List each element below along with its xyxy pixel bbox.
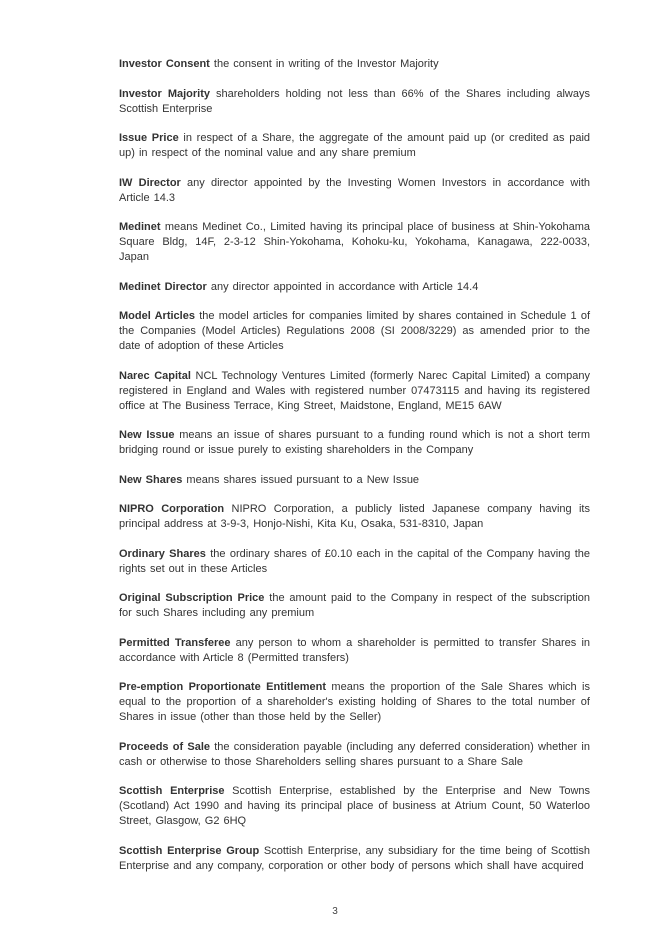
page-number: 3 (332, 906, 338, 917)
definition-paragraph (119, 502, 590, 532)
definition-paragraph (119, 428, 590, 458)
definition-text: the consent in writing of the Investor Majority (209, 58, 439, 70)
definition-paragraph (119, 680, 590, 725)
definition-term: IW Director (119, 176, 181, 189)
page-footer (0, 906, 670, 917)
definition-text: Scottish Enterprise, established by the Enterprise and New Towns (Scotland) Act 1990 and having its principal place of business at Atrium Count, 50 Waterloo Street, Glasgow, G2 6HQ (119, 785, 591, 827)
definition-text: any person to whom a shareholder is permitted to transfer Shares in accordance with Article 8 (Permitted transfers) (119, 636, 591, 664)
definition-text: means an issue of shares pursuant to a funding round which is not a short term bridging round or issue purely to existing shareholders in the Company (119, 429, 590, 456)
definition-paragraph (119, 280, 590, 295)
definition-term: New Issue (119, 429, 175, 441)
definition-paragraph (119, 369, 590, 414)
definition-text: Scottish Enterprise, any subsidiary for the time being of Scottish Enterprise and any company, corporation or other body of persons which shall have acquired (119, 844, 590, 872)
definition-paragraph (119, 473, 590, 488)
definition-paragraph (119, 176, 590, 206)
definition-paragraph (119, 87, 590, 117)
definition-paragraph (119, 547, 590, 577)
definition-text: NIPRO Corporation, a publicly listed Japanese company having its principal address at 3-9-3, Honjo-Nishi, Kita Ku, Osaka, 531-8310, Japan (119, 503, 590, 530)
definition-term: Ordinary Shares (119, 547, 206, 560)
definition-text: any director appointed by the Investing Women Investors in accordance with Article 14.3 (119, 176, 590, 204)
definition-text: the model articles for companies limited by shares contained in Schedule 1 of the Companies (Model Articles) Regulations 2008 (SI 2008/3229) as amended prior to the date of adoption of these Articles (119, 310, 590, 352)
definition-text: the consideration payable (including any deferred consideration) whether in cash or otherwise to those Shareholders selling shares pursuant to a Share Sale (119, 740, 590, 768)
definition-term: Scottish Enterprise (119, 785, 225, 797)
definition-text: means Medinet Co., Limited having its principal place of business at Shin-Yokohama Square Bldg, 14F, 2-3-12 Shin-Yokohama, Kohoku-ku, Yokohama, Kanagawa, 222-0033, Japan (119, 221, 590, 263)
definition-term: Investor Consent (119, 58, 210, 70)
definition-text: the ordinary shares of £0.10 each in the capital of the Company having the rights set out in these Articles (119, 547, 590, 575)
definition-term: New Shares (119, 473, 183, 486)
definition-text: NCL Technology Ventures Limited (formerly Narec Capital Limited) a company registered in England and Wales with registered number 07473115 and having its registered office at The Business Terrace, King Street, Maidstone, England, ME15 6AW (119, 369, 590, 412)
definition-term: Proceeds of Sale (119, 740, 211, 753)
definition-text: means shares issued pursuant to a New Issue (182, 473, 420, 486)
definition-paragraph (119, 57, 590, 72)
definition-paragraph (119, 740, 590, 770)
definition-term: Permitted Transferee (119, 636, 231, 649)
definition-paragraph (119, 220, 590, 265)
definition-term: Medinet (119, 221, 161, 233)
definition-term: Issue Price (119, 132, 179, 144)
definition-paragraph (119, 844, 590, 874)
definition-term: Scottish Enterprise Group (119, 844, 260, 857)
definition-text: any director appointed in accordance with Article 14.4 (206, 280, 479, 293)
definition-text: shareholders holding not less than 66% of the Shares including always Scottish Enterprise (119, 87, 590, 115)
definition-term: Original Subscription Price (119, 592, 265, 604)
definition-text: in respect of a Share, the aggregate of the amount paid up (or credited as paid up) in respect of the nominal value and any share premium (119, 132, 591, 159)
definition-term: Model Articles (119, 310, 195, 322)
definitions-list (119, 57, 590, 888)
definition-paragraph (119, 784, 590, 829)
definition-paragraph (119, 591, 590, 621)
definition-term: NIPRO Corporation (119, 503, 225, 515)
definition-term: Investor Majority (119, 87, 210, 100)
definition-term: Medinet Director (119, 280, 207, 293)
definition-term: Pre-emption Proportionate Entitlement (119, 681, 327, 693)
definition-text: the amount paid to the Company in respect of the subscription for such Shares including any premium (119, 592, 591, 619)
definition-text: means the proportion of the Sale Shares which is equal to the proportion of a shareholder's existing holding of Shares to the total number of Shares in issue (other than those held by the Seller) (119, 681, 590, 723)
definition-paragraph (119, 309, 590, 354)
definition-paragraph (119, 636, 590, 666)
definition-term: Narec Capital (119, 369, 191, 382)
definition-paragraph (119, 131, 590, 161)
